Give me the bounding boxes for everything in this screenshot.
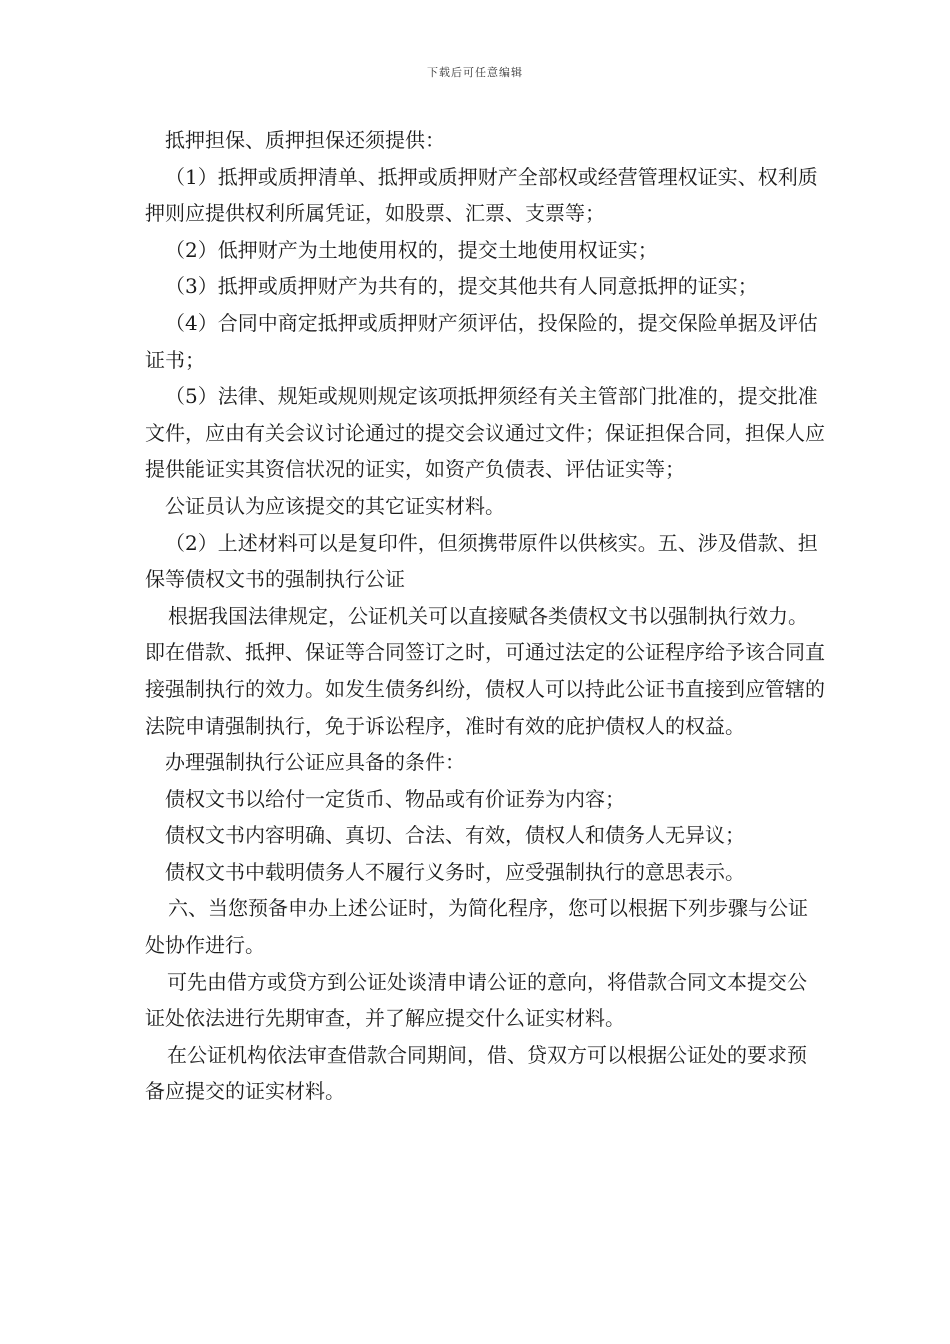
paragraph: （3）抵押或质押财产为共有的，提交其他共有人同意抵押的证实； <box>165 274 758 299</box>
paragraph: （2）上述材料可以是复印件，但须携带原件以供核实。五、涉及借款、担保等债权文书的强制执行公证 <box>145 530 818 592</box>
document-body <box>145 122 825 1110</box>
paragraph: 债权文书以给付一定货币、物品或有价证券为内容； <box>165 786 625 811</box>
paragraph: （5）法律、规矩或规则规定该项抵押须经有关主管部门批准的，提交批准文件，应由有关会议讨论通过的提交会议通过文件；保证担保合同，担保人应提供能证实其资信状况的证实，如资产负债表、评估证实等； <box>145 384 825 482</box>
paragraph: （2）低押财产为土地使用权的，提交土地使用权证实； <box>165 237 658 262</box>
paragraph: 在公证机构依法审查借款合同期间，借、贷双方可以根据公证处的要求预备应提交的证实材料。 <box>145 1042 807 1104</box>
paragraph: 六、当您预备申办上述公证时，为简化程序，您可以根据下列步骤与公证处协作进行。 <box>145 896 808 958</box>
paragraph: 办理强制执行公证应具备的条件： <box>165 750 465 775</box>
paragraph: 抵押担保、质押担保还须提供： <box>165 128 445 152</box>
paragraph: 债权文书中载明债务人不履行义务时，应受强制执行的意思表示。 <box>165 859 745 884</box>
paragraph: （1）抵押或质押清单、抵押或质押财产全部权或经营管理权证实、权利质押则应提供权利所属凭证，如股票、汇票、支票等； <box>145 164 818 226</box>
paragraph: 可先由借方或贷方到公证处谈清申请公证的意向，将借款合同文本提交公证处依法进行先期审查，并了解应提交什么证实材料。 <box>145 969 807 1031</box>
page-header: 下载后可任意编辑 <box>427 66 523 79</box>
paragraph: 公证员认为应该提交的其它证实材料。 <box>165 493 505 518</box>
paragraph: 根据我国法律规定，公证机关可以直接赋各类债权文书以强制执行效力。即在借款、抵押、保证等合同签订之时，可通过法定的公证程序给予该合同直接强制执行的效力。如发生债务纠纷，债权人可以持此公证书直接到应管辖的法院申请强制执行，免于诉讼程序，准时有效的庇护债权人的权益。 <box>145 603 825 738</box>
paragraph: 债权文书内容明确、真切、合法、有效，债权人和债务人无异议； <box>165 823 745 848</box>
paragraph: （4）合同中商定抵押或质押财产须评估，投保险的，提交保险单据及评估证书； <box>145 310 818 372</box>
